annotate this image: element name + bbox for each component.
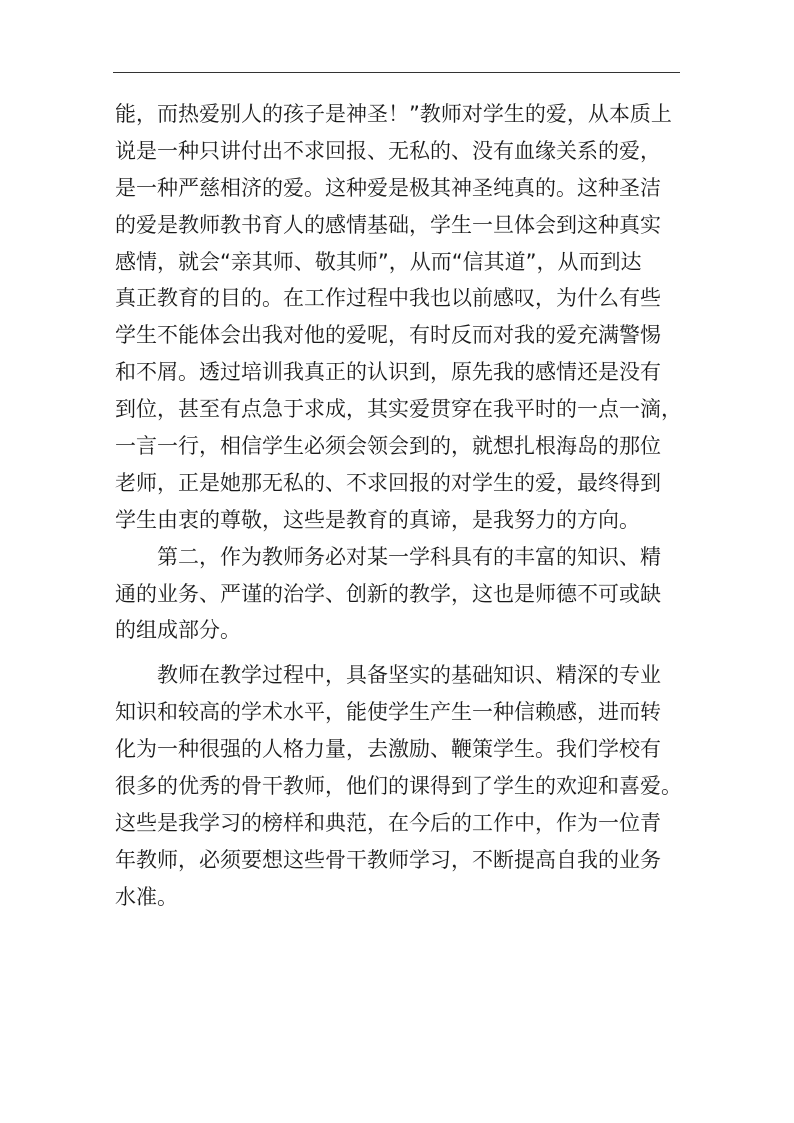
text-line: 是一种严慈相济的爱。这种爱是极其神圣纯真的。这种圣洁 — [115, 175, 661, 200]
header-rule — [113, 72, 680, 73]
text-line: 学生不能体会出我对他的爱呢，有时反而对我的爱充满警惕 — [115, 323, 661, 348]
paragraph-3 — [115, 657, 680, 915]
text-line: 能，而热爱别人的孩子是神圣！”教师对学生的爱，从本质上 — [115, 102, 672, 126]
text-line: 到位，甚至有点急于求成，其实爱贯穿在我平时的一点一滴， — [115, 397, 682, 422]
body-text — [115, 96, 680, 916]
text-line: 感情，就会“亲其师、敬其师”，从而“信其道”，从而到达 — [115, 249, 642, 274]
text-line: 学生由衷的尊敬，这些是教育的真谛，是我努力的方向。 — [115, 507, 640, 532]
text-line: 年教师，必须要想这些骨干教师学习，不断提高自我的业务 — [115, 847, 661, 872]
text-line: 通的业务、严谨的治学、创新的教学，这也是师德不可或缺 — [115, 581, 661, 606]
text-line: 的组成部分。 — [115, 618, 241, 643]
text-line: 第二，作为教师务必对某一学科具有的丰富的知识、精 — [157, 544, 661, 569]
paragraph-spacer — [115, 649, 680, 657]
paragraph-2 — [115, 539, 680, 650]
text-line: 水准。 — [115, 884, 178, 909]
text-line: 和不屑。透过培训我真正的认识到，原先我的感情还是没有 — [115, 360, 661, 385]
text-line: 知识和较高的学术水平，能使学生产生一种信赖感，进而转 — [115, 700, 661, 725]
paragraph-1 — [115, 96, 680, 539]
text-line: 教师在教学过程中，具备坚实的基础知识、精深的专业 — [157, 663, 661, 688]
text-line: 化为一种很强的人格力量，去激励、鞭策学生。我们学校有 — [115, 737, 661, 762]
text-line: 老师，正是她那无私的、不求回报的对学生的爱，最终得到 — [115, 470, 661, 495]
text-line: 说是一种只讲付出不求回报、无私的、没有血缘关系的爱， — [115, 138, 661, 163]
text-line: 真正教育的目的。在工作过程中我也以前感叹，为什么有些 — [115, 286, 661, 311]
text-line: 很多的优秀的骨干教师，他们的课得到了学生的欢迎和喜爱。 — [115, 774, 682, 799]
text-line: 一言一行，相信学生必须会领会到的，就想扎根海岛的那位 — [115, 434, 661, 459]
text-line: 这些是我学习的榜样和典范，在今后的工作中，作为一位青 — [115, 810, 661, 835]
text-line: 的爱是教师教书育人的感情基础，学生一旦体会到这种真实 — [115, 212, 661, 237]
